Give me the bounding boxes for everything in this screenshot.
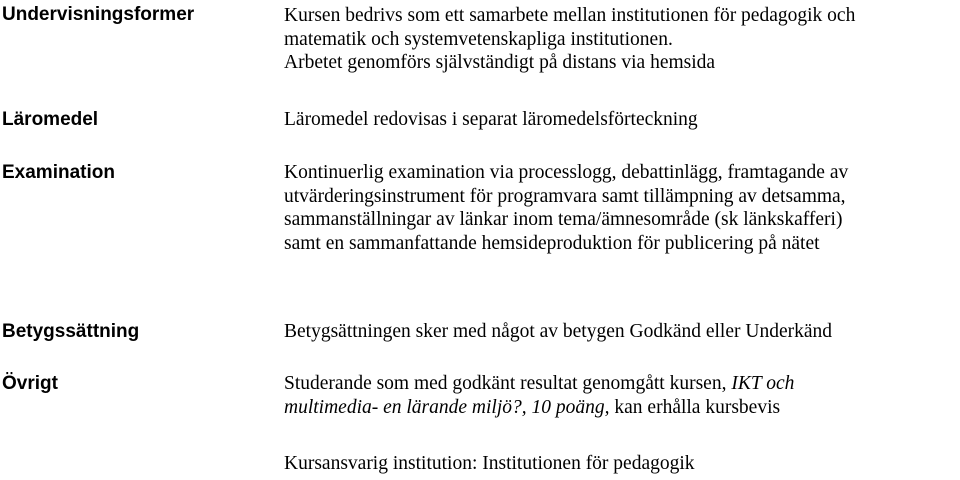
- text-line: matematik och systemvetenskapliga institutionen.: [284, 28, 673, 50]
- course-title-part2: multimedia- en lärande miljö?, 10 poäng,: [284, 396, 610, 418]
- text-line: Arbetet genomförs självständigt på distans via hemsida: [284, 52, 716, 73]
- text-undervisningsformer: [284, 4, 960, 75]
- text-line: samt en sammanfattande hemsideproduktion för publicering på nätet: [284, 232, 820, 254]
- text-line: [284, 372, 960, 396]
- text-line: utvärderingsinstrument för programvara samt tillämpning av detsamma,: [284, 185, 846, 207]
- text-ovrigt: [284, 372, 960, 419]
- text-laromedel: [284, 108, 960, 132]
- label-betygssattning: Betygssättning: [2, 321, 140, 342]
- text-examination: [284, 161, 960, 255]
- course-title-part1: IKT och: [731, 373, 795, 394]
- label-laromedel: Läromedel: [2, 109, 99, 130]
- text-kursansvarig: [284, 452, 960, 476]
- text-line: Kursansvarig institution: Institutionen för pedagogik: [284, 453, 695, 474]
- text-line: Betygsättningen sker med något av betygen Godkänd eller Underkänd: [284, 321, 833, 342]
- text-line: Kontinuerlig examination via processlogg, debattinlägg, framtagande av: [284, 162, 849, 183]
- label-undervisningsformer: Undervisningsformer: [2, 4, 195, 25]
- text-betygssattning: [284, 320, 960, 344]
- label-ovrigt: Övrigt: [2, 373, 58, 394]
- text-line: Läromedel redovisas i separat läromedelsförteckning: [284, 109, 698, 130]
- ovrigt-text-prefix: Studerande som med godkänt resultat genomgått kursen,: [284, 373, 732, 394]
- ovrigt-text-suffix: kan erhålla kursbevis: [609, 396, 781, 418]
- text-line: sammanställningar av länkar inom tema/ämnesområde (sk länkskafferi): [284, 209, 843, 230]
- text-line: [284, 396, 960, 420]
- text-line: Kursen bedrivs som ett samarbete mellan institutionen för pedagogik och: [284, 5, 856, 26]
- label-examination: Examination: [2, 162, 115, 183]
